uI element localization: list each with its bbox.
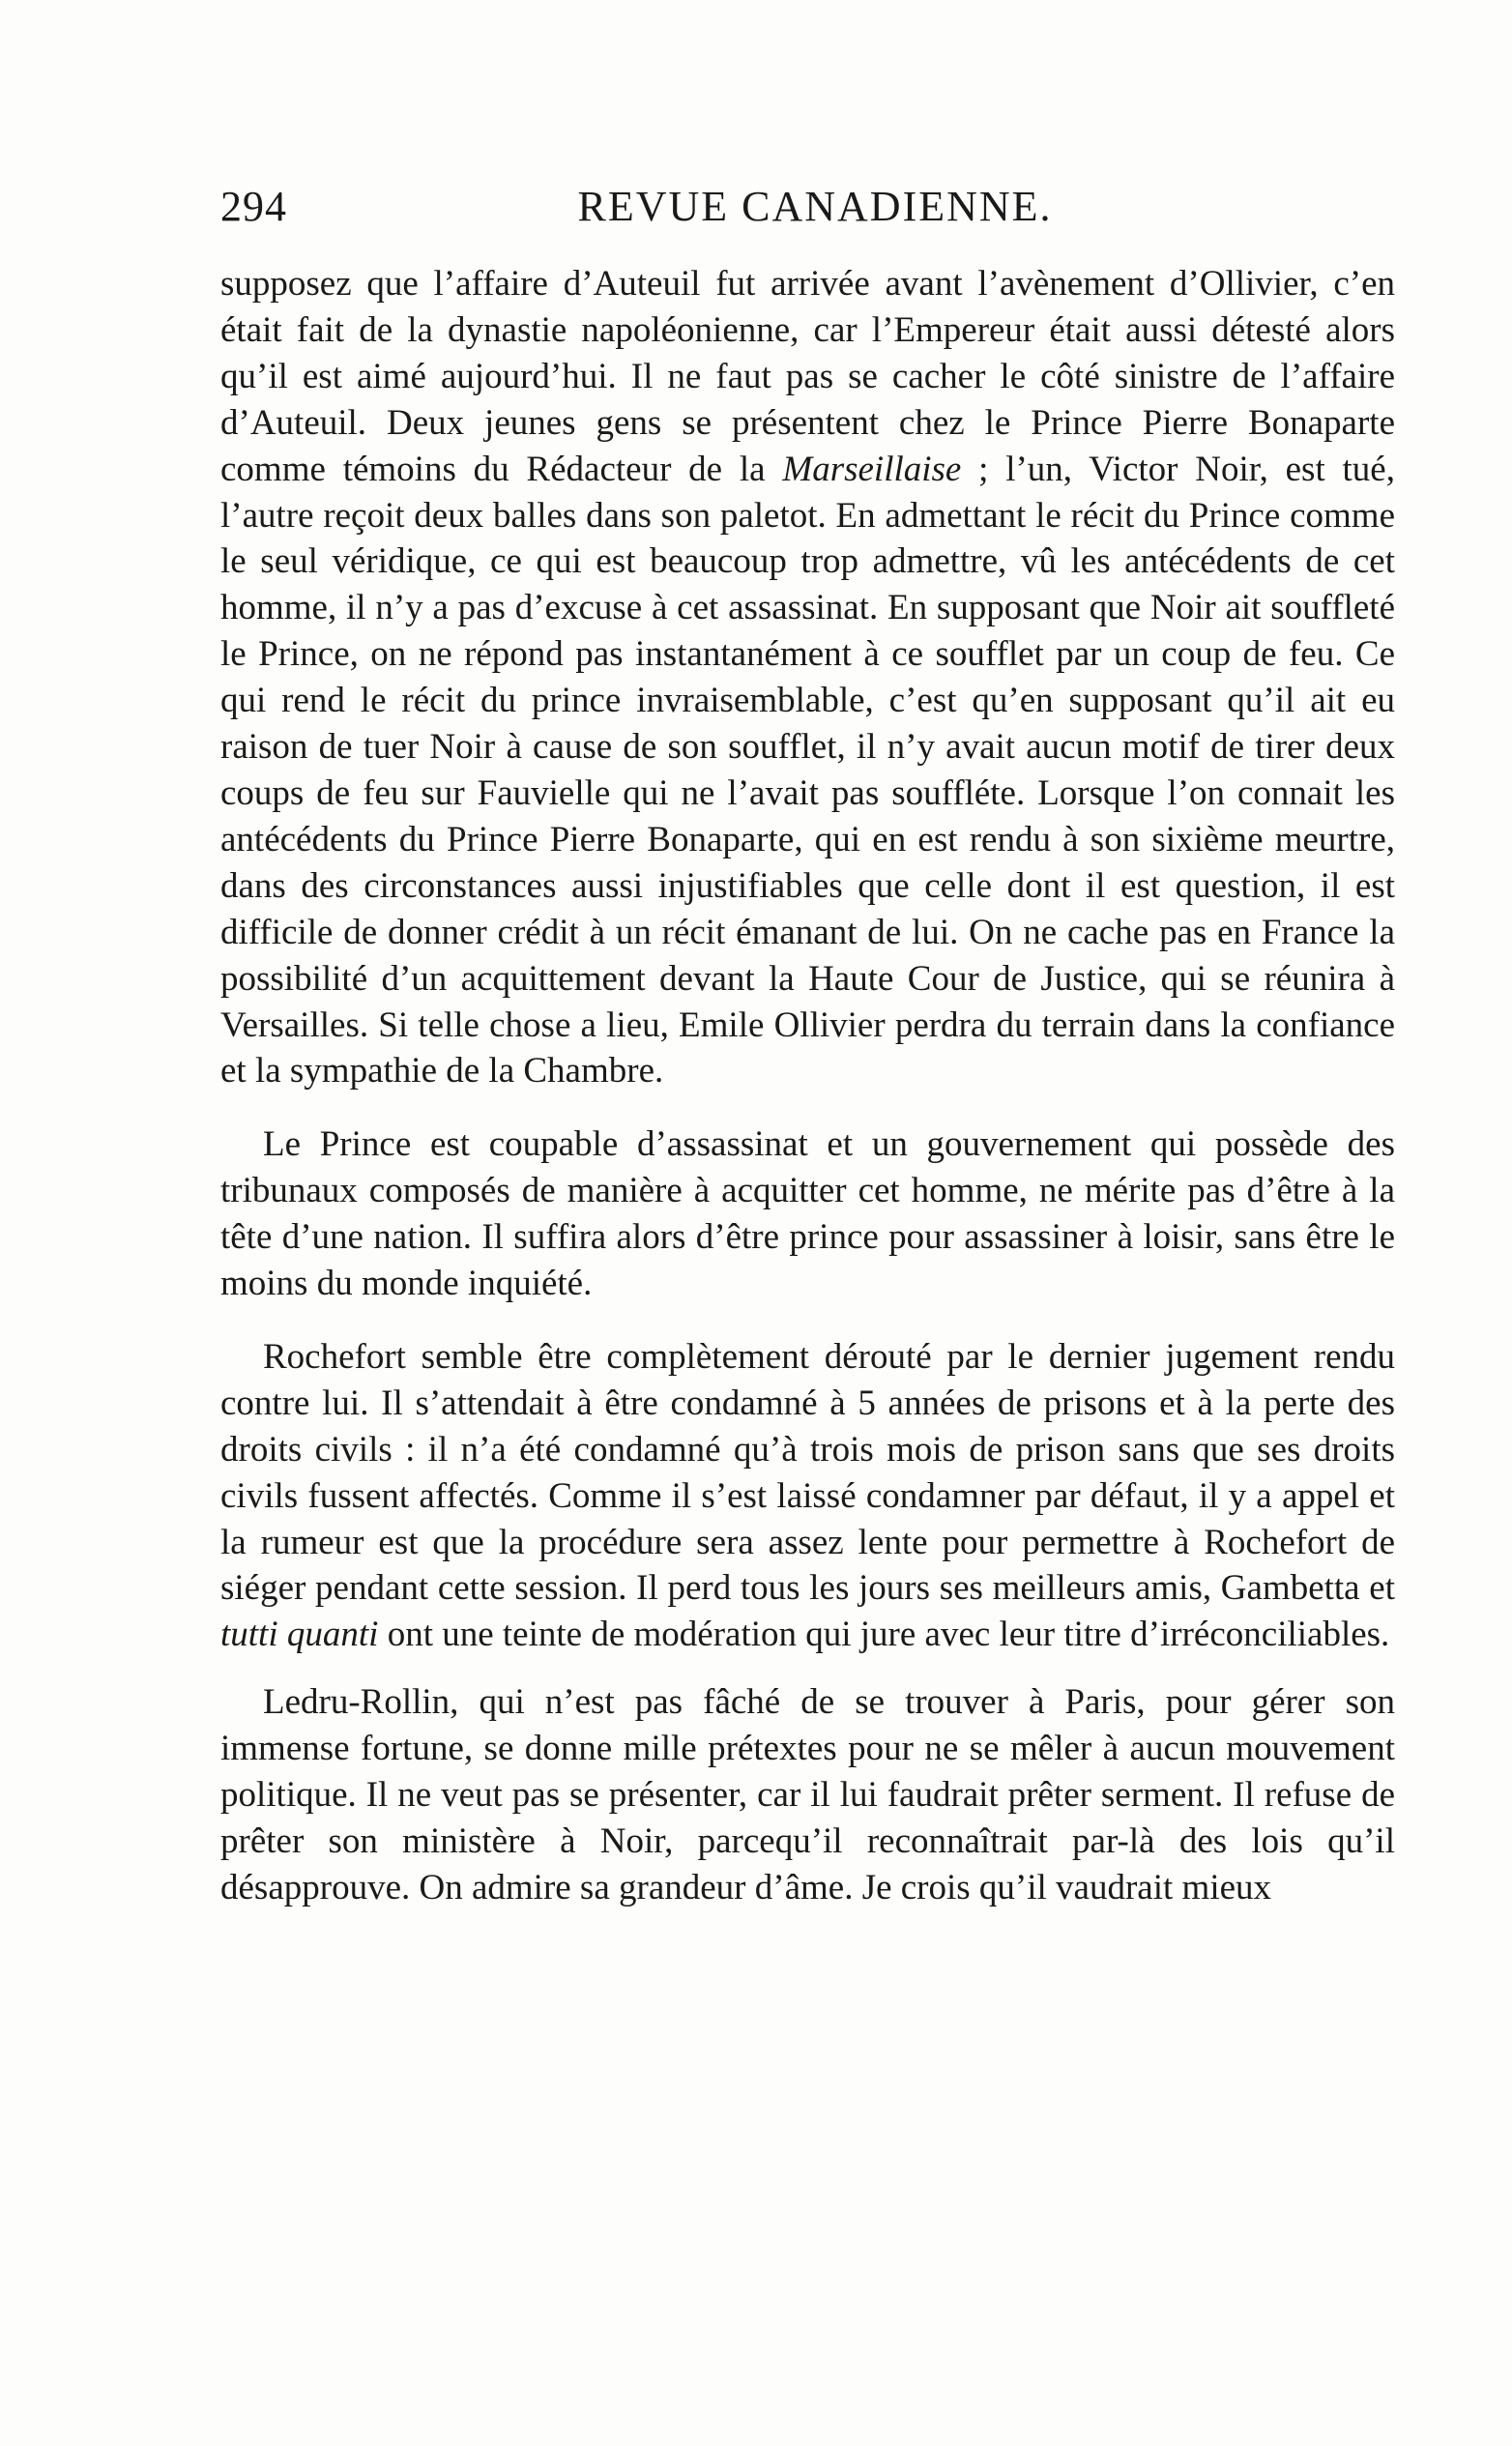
paragraph-2: Le Prince est coupable d’assassinat et un gouvernement qui possède des tribunaux composés de manière à acquitter cet homme, ne mérite pas d’être à la tête d’une nation. Il suffira alors d’être prince pour assassiner à loisir, sans être le moins du monde inquiété. xyxy=(220,1124,1395,1304)
running-title: REVUE CANADIENNE. xyxy=(577,183,1053,230)
page-number: 294 xyxy=(220,183,287,230)
paragraph-1-rest: ; l’un, Victor Noir, est tué, l’autre reçoit deux balles dans son paletot. En admettant le récit du Prince comme le seul véridique, ce qui est beaucoup trop admettre, vû les antécédents de cet homme, il n’y a pas d’excuse à cet assassinat. En supposant que Noir ait souffleté le Prince, on ne répond pas instantanément à ce soufflet par un coup de feu. Ce qui rend le récit du prince invraisemblable, c’est qu’en supposant qu’il ait eu raison de tuer Noir à cause de son soufflet, il n’y avait aucun motif de tirer deux coups de feu sur Fauvielle qui ne l’avait pas souffléte. Lorsque l’on connait les antécédents du Prince Pierre Bonaparte, qui en est rendu à son sixième meurtre, dans des circonstances aussi injustifiables que celle dont il est question, il est difficile de donner crédit à un récit émanant de lui. On ne cache pas en France la possibilité d’un acquittement devant la Haute Cour de Justice, qui se réunira à Versailles. Si telle chose a lieu, Emile Ollivier perdra du terrain dans la confiance et la sympathie de la Chambre. xyxy=(220,449,1395,1092)
paragraph-4: Ledru-Rollin, qui n’est pas fâché de se trouver à Paris, pour gérer son immense fortune, se donne mille prétextes pour ne se mêler à aucun mouvement politique. Il ne veut pas se présenter, car il lui faudrait prêter serment. Il refuse de prêter son ministère à Noir, parcequ’il reconnaîtrait par-là des lois qu’il désapprouve. On admire sa grandeur d’âme. Je crois qu’il vaudrait mieux xyxy=(220,1682,1395,1907)
page-header xyxy=(220,182,1410,240)
paragraph-1 xyxy=(220,261,1395,1094)
paragraph-3-italic: tutti quanti xyxy=(220,1615,379,1655)
paragraph-gap xyxy=(220,1658,1395,1679)
paragraph-1-text: supposez que l’affaire d’Auteuil fut arrivée avant l’avènement d’Ollivier, c’en était fait de la dynastie napoléonienne, car l’Empereur était aussi détesté alors qu’il est aimé aujourd’hui. Il ne faut pas se cacher le côté sinistre de l’affaire d’Auteuil. Deux jeunes gens se présentent chez le Prince Pierre Bonaparte comme témoins du Rédacteur de la xyxy=(220,264,1395,489)
body-text xyxy=(220,261,1395,1911)
paragraph-3 xyxy=(220,1334,1395,1658)
paragraph-1-italic: Marseillaise xyxy=(782,449,962,489)
paragraph-gap xyxy=(220,1094,1395,1121)
paragraph-gap xyxy=(220,1307,1395,1334)
paragraph-3-rest: ont une teinte de modération qui jure avec leur titre d’irréconciliables. xyxy=(378,1615,1390,1655)
paragraph-3-text: Rochefort semble être complètement dérouté par le dernier jugement rendu contre lui. Il s’attendait à être condamné à 5 années de prisons et à la perte des droits civils : il n’a été condamné qu’à trois mois de prison sans que ses droits civils fussent affectés. Comme il s’est laissé condamner par défaut, il y a appel et la rumeur est que la procédure sera assez lente pour permettre à Rochefort de siéger pendant cette session. Il perd tous les jours ses meilleurs amis, Gambetta et xyxy=(220,1336,1395,1609)
